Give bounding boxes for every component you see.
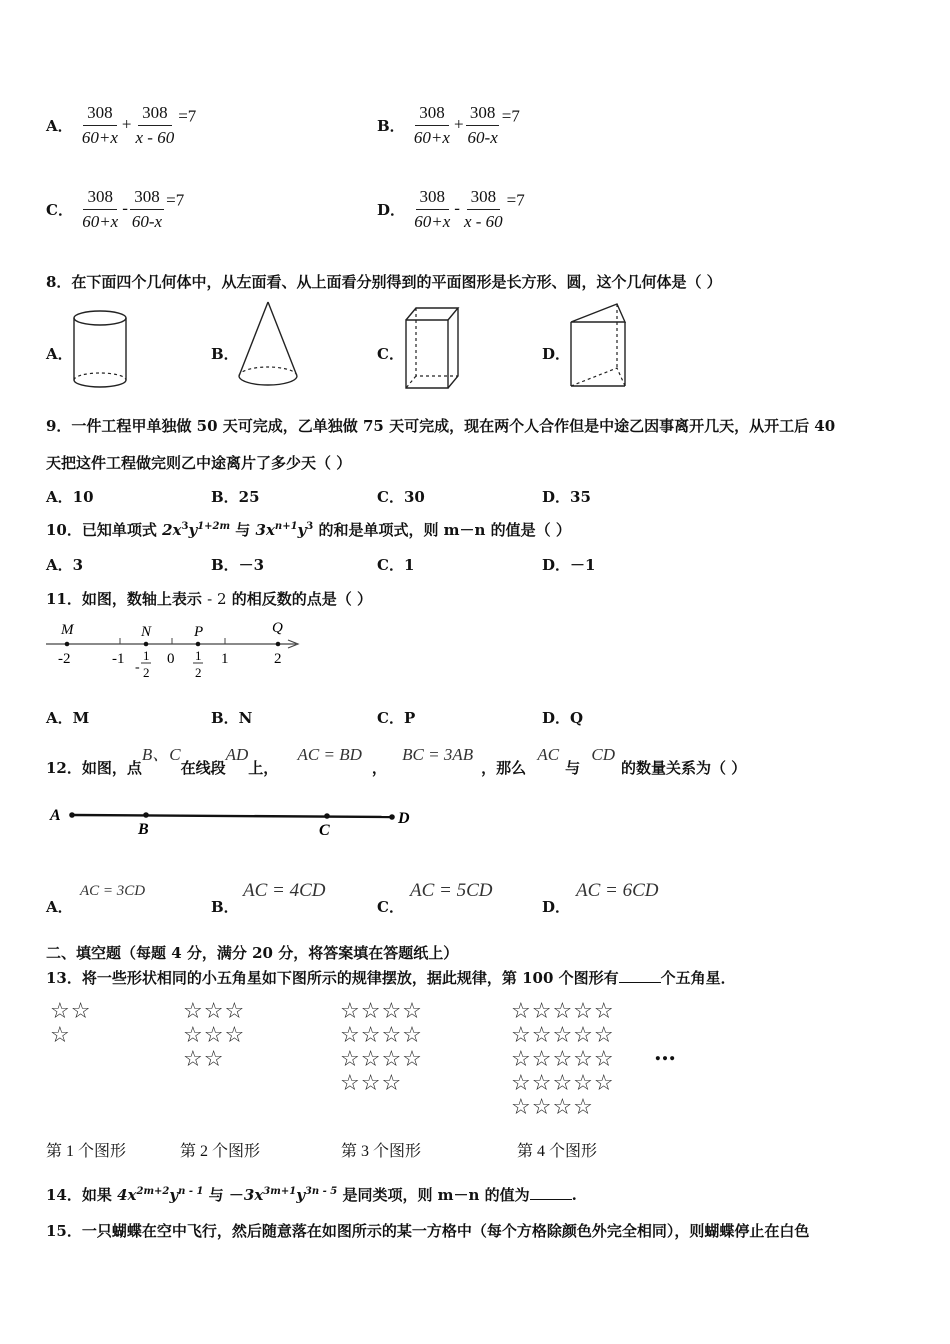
answer-blank[interactable]: [619, 982, 661, 983]
fraction: $\frac{308}{60+x}$: [413, 103, 450, 147]
label-b: B: [138, 821, 149, 838]
segment-ad-figure: [44, 800, 424, 844]
q10-option-d: D．－1: [542, 556, 596, 574]
q9-option-d: D．35: [542, 488, 591, 506]
fraction: $\frac{308}{60+x}$: [414, 187, 451, 231]
section-2-title: 二、填空题（每题 4 分，满分 20 分，将答案填在答题纸上）: [46, 944, 459, 962]
q7-option-d: D． $\frac{308}{60+x}$ - $\frac{308}{x - 60}$ =7: [377, 187, 525, 231]
label-a: A: [50, 807, 61, 824]
q8-text: 8．在下面四个几何体中，从左面看、从上面看分别得到的平面图形是长方形、圆，这个几何体是（ ）: [46, 273, 722, 291]
q10-option-a: A．3: [46, 556, 84, 574]
rectangular-prism-figure: [402, 304, 462, 392]
half-numerator: 1: [195, 648, 202, 663]
label-m: M: [61, 622, 74, 638]
q12-option-a-label: A．: [46, 898, 73, 916]
q8-label-d: D．: [542, 345, 571, 363]
fraction: $\frac{308}{x - 60}$: [463, 187, 503, 231]
tick-label: -2: [58, 651, 71, 667]
triangular-prism-figure: [567, 300, 631, 392]
q8-label-a: A．: [46, 345, 73, 363]
q11-text: 11．如图，数轴上表示 - 2 的相反数的点是（ ）: [46, 590, 372, 608]
q10-option-c: C．1: [377, 556, 415, 574]
tick-label: 0: [167, 651, 175, 667]
fraction: $\frac{308}{60+x}$: [82, 187, 119, 231]
fraction: $\frac{308}{60-x}$: [467, 103, 498, 147]
q7-option-c: C． $\frac{308}{60+x}$ - $\frac{308}{60-x}$ =7: [46, 187, 185, 231]
q11-option-a: A．M: [46, 709, 90, 727]
q12-option-a-expr: AC = 3CD: [80, 883, 146, 899]
cone-figure: [235, 300, 301, 392]
q10-text: 10．已知单项式 $2x^3y^{1+2m}$ 与 $3x^{n+1}y^3$ 的和是单项式，则 m－n 的值是（ ）: [46, 521, 571, 539]
figure-caption-3: 第 3 个图形: [341, 1143, 422, 1160]
q9-option-a: A．10: [46, 488, 94, 506]
q7-option-a: A． $\frac{308}{60+x}$ + $\frac{308}{x - 60}$ =7: [46, 103, 197, 147]
q11-option-c: C．P: [377, 709, 416, 727]
point-m: [65, 642, 70, 647]
label-p: P: [194, 624, 204, 640]
label-c: C: [319, 822, 330, 839]
point-p: [196, 642, 201, 647]
q13-text: 13．将一些形状相同的小五角星如下图所示的规律摆放，据此规律，第 100 个图形有 个五角星．: [46, 969, 736, 987]
q12-option-d-label: D．: [542, 898, 571, 916]
q10-option-b: B．－3: [211, 556, 265, 574]
tick-label: -1: [112, 651, 125, 667]
label-d: D: [398, 810, 410, 827]
minus-sign: -: [135, 660, 140, 675]
label-n: N: [141, 624, 152, 640]
figure-caption-4: 第 4 个图形: [517, 1143, 598, 1160]
star-figure-3: ☆☆☆☆ ☆☆☆☆ ☆☆☆☆ ☆☆☆: [340, 999, 423, 1096]
fraction: $\frac{308}{60-x}$: [131, 187, 163, 231]
q7-option-b: B． $\frac{308}{60+x}$ + $\frac{308}{60-x}$ =7: [377, 103, 520, 147]
cylinder-figure: [70, 308, 130, 392]
star-figure-1: ☆☆ ☆: [50, 999, 92, 1048]
q8-label-b: B．: [211, 345, 239, 363]
q14-text: 14．如果 $4x^{2m+2}y^{n - 1}$ 与 $-3x^{3m+1}y^{3n - 5}$ 是同类项，则 m－n 的值为 .: [46, 1186, 577, 1204]
q8-label-c: C．: [377, 345, 404, 363]
star-figure-2: ☆☆☆ ☆☆☆ ☆☆: [183, 999, 246, 1072]
figure-caption-2: 第 2 个图形: [180, 1143, 261, 1160]
q11-option-d: D．Q: [542, 709, 584, 727]
q12-option-c-label: C．: [377, 898, 404, 916]
q9-text-line1: 9．一件工程甲单独做 50 天可完成，乙单独做 75 天可完成，现在两个人合作但是中途乙因事离开几天，从开工后 40: [46, 417, 836, 435]
q15-text: 15．一只蝴蝶在空中飞行，然后随意落在如图所示的某一方格中（每个方格除颜色外完全相同），则蝴蝶停止在白色: [46, 1222, 810, 1240]
half-denominator: 2: [195, 665, 202, 680]
q12-option-c-expr: AC = 5CD: [410, 880, 493, 901]
point-n: [144, 642, 149, 647]
fraction: $\frac{308}{x - 60}$: [135, 103, 175, 147]
q12-option-d-expr: AC = 6CD: [576, 880, 659, 901]
point-q: [276, 642, 281, 647]
figure-caption-1: 第 1 个图形: [46, 1143, 127, 1160]
q9-option-b: B．25: [211, 488, 260, 506]
fraction: $\frac{308}{60+x}$: [81, 103, 118, 147]
half-denominator: 2: [143, 665, 150, 680]
tick-label: 1: [221, 651, 229, 667]
half-numerator: 1: [143, 648, 150, 663]
tick-label: 2: [274, 651, 282, 667]
q12-option-b-expr: AC = 4CD: [243, 880, 326, 901]
ellipsis: …: [654, 1040, 676, 1066]
number-line: [40, 616, 310, 686]
q11-option-b: B．N: [211, 709, 253, 727]
q12-text: 12．如图，点B、C在线段AD上， AC = BD， BC = 3AB，那么 AC与 CD的数量关系为（ ）: [46, 745, 747, 777]
star-figure-4: ☆☆☆☆☆ ☆☆☆☆☆ ☆☆☆☆☆ ☆☆☆☆☆ ☆☆☆☆: [511, 999, 615, 1120]
answer-blank[interactable]: [530, 1199, 572, 1200]
q9-option-c: C．30: [377, 488, 425, 506]
label-q: Q: [272, 620, 283, 636]
q9-text-line2: 天把这件工程做完则乙中途离片了多少天（ ）: [46, 454, 352, 472]
q12-option-b-label: B．: [211, 898, 239, 916]
